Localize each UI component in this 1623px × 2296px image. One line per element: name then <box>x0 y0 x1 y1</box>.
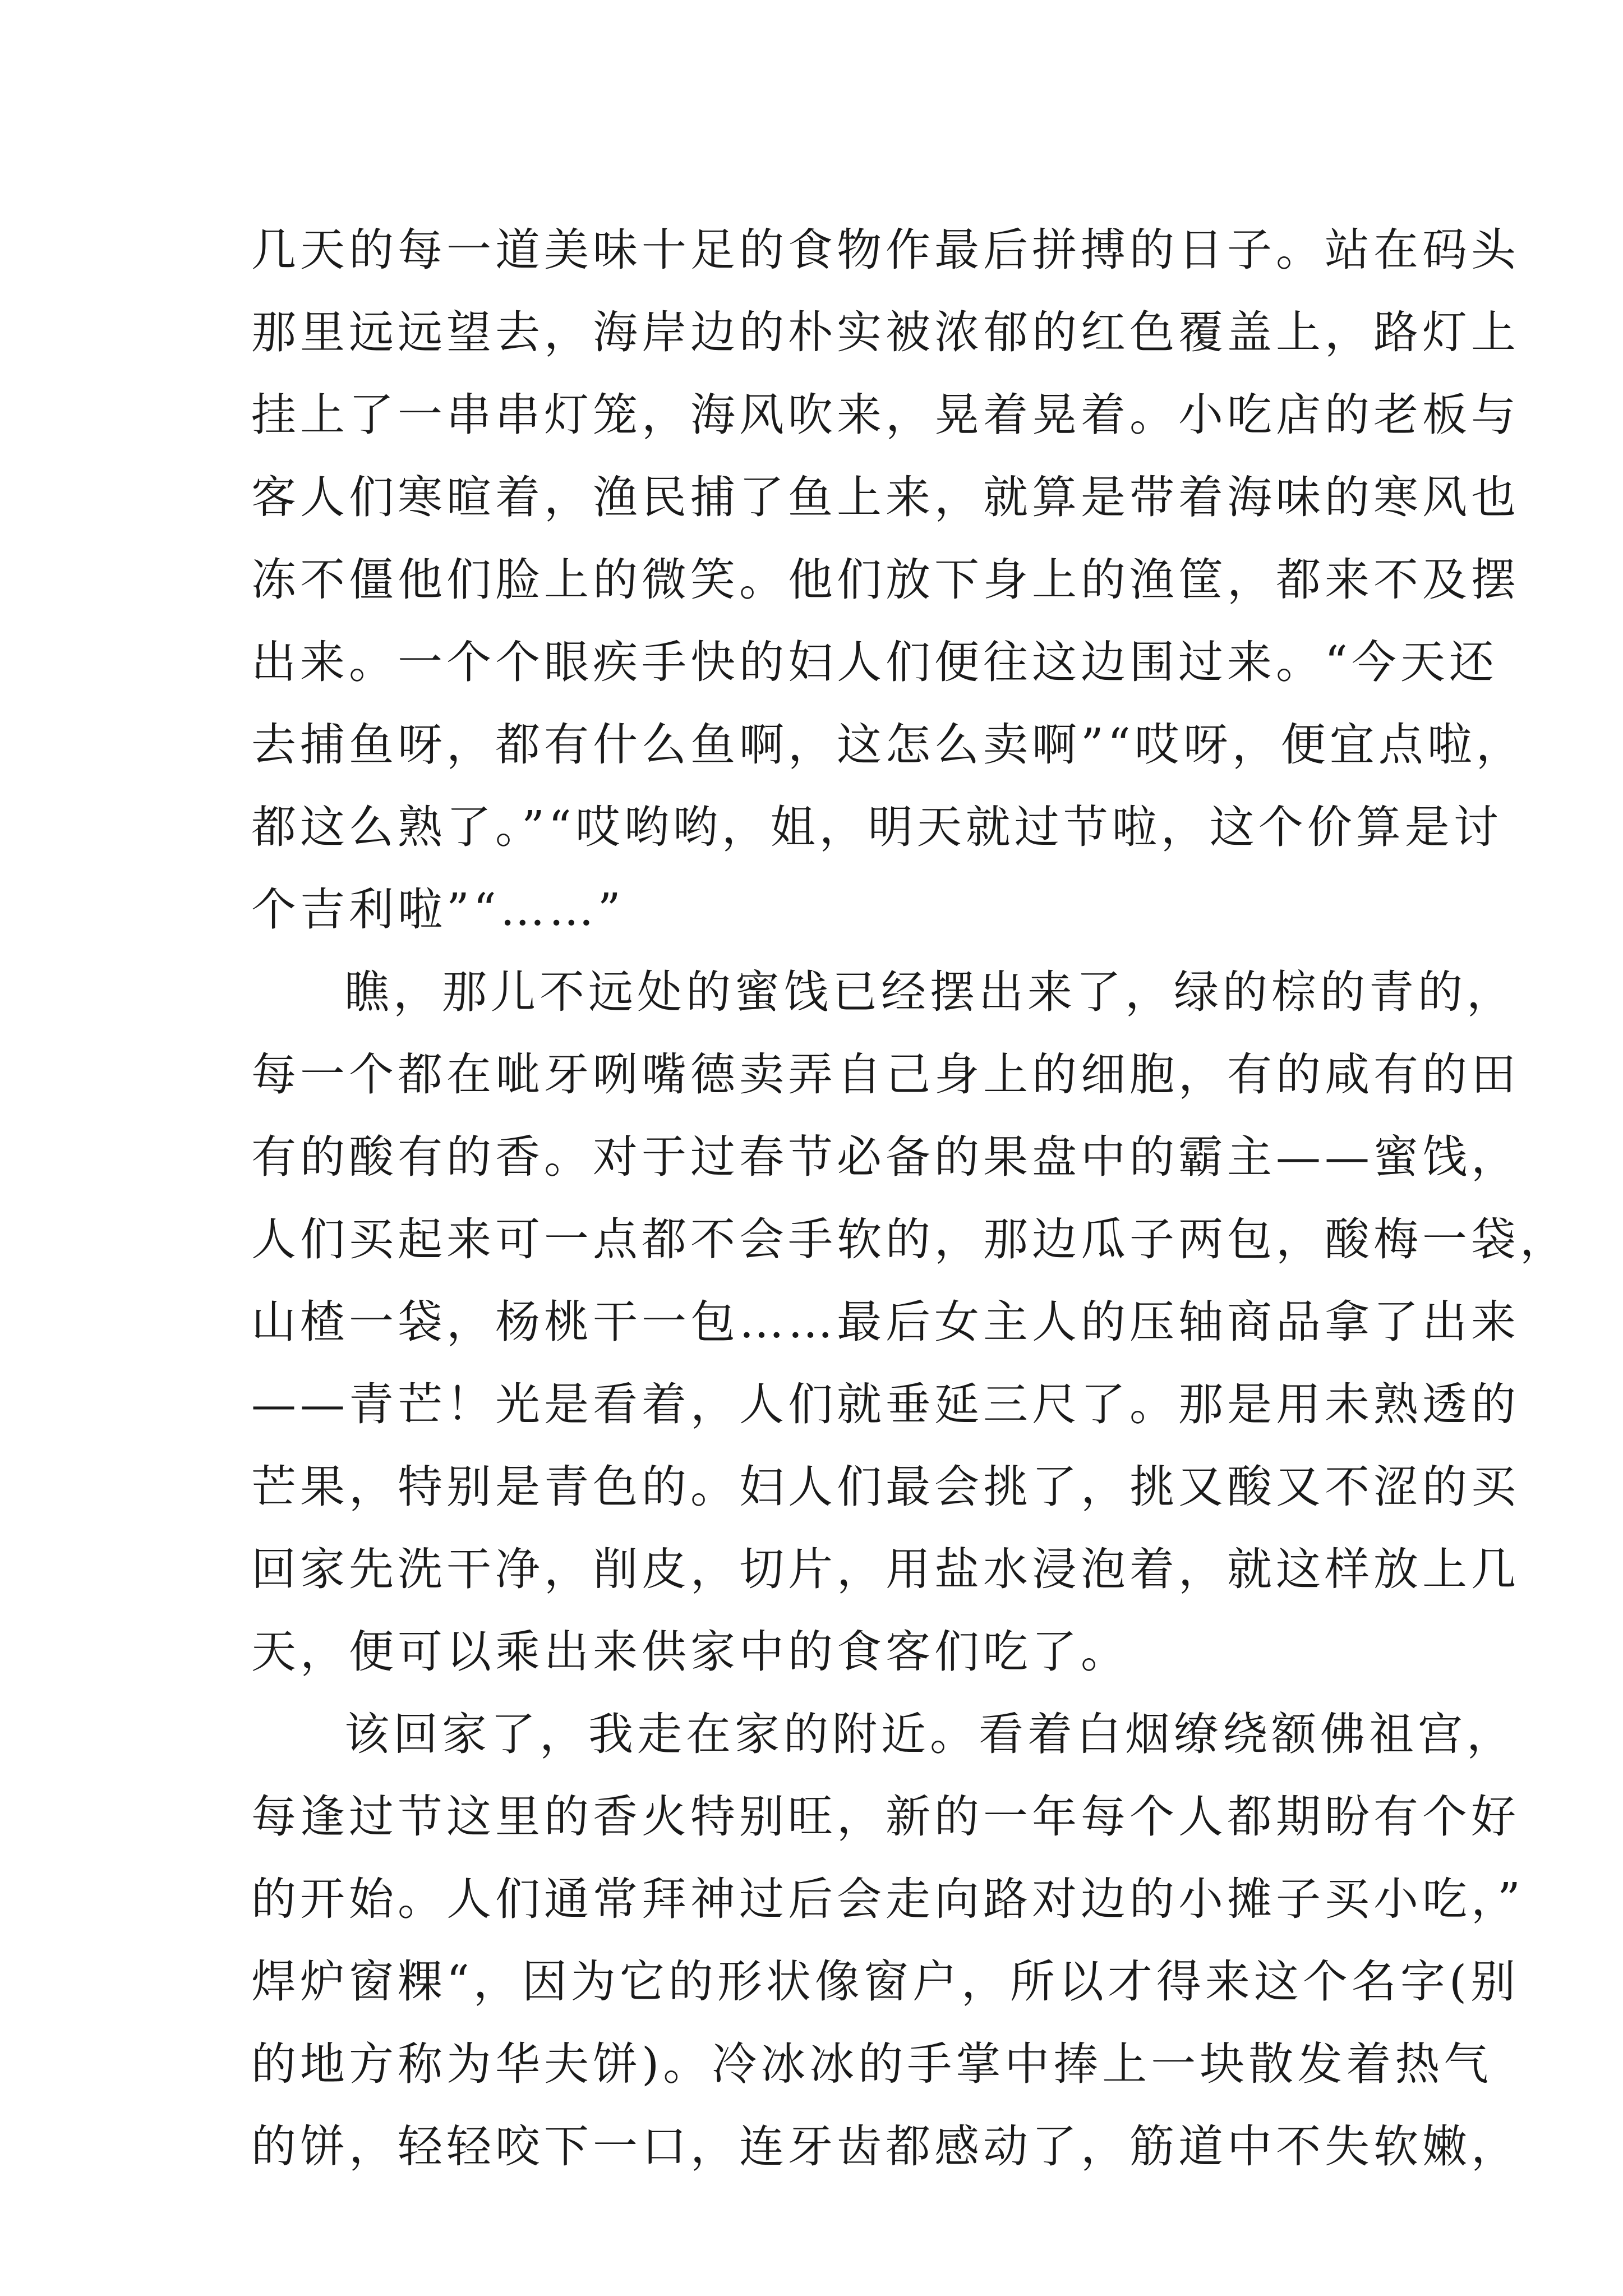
paragraph-2 <box>251 951 1569 1693</box>
text-line: 每逢过节这里的香火特别旺，新的一年每个人都期盼有个好 <box>251 1791 1520 1843</box>
text-line: 该回家了，我走在家的附近。看着白烟缭绕额佛祖宫， <box>344 1708 1515 1760</box>
text-line: 的开始。人们通常拜神过后会走向路对边的小摊子买小吃，” <box>251 1873 1524 1925</box>
text-line: 去捕鱼呀，都有什么鱼啊，这怎么卖啊”“哎呀，便宜点啦， <box>251 719 1525 771</box>
text-line: 山楂一袋，杨桃干一包……最后女主人的压轴商品拿了出来 <box>251 1296 1520 1348</box>
text-line: 客人们寒暄着，渔民捕了鱼上来，就算是带着海味的寒风也 <box>251 471 1520 523</box>
text-line: 焊炉窗粿“，因为它的形状像窗户，所以才得来这个名字(别 <box>251 1955 1520 2008</box>
text-line: 个吉利啦”“……” <box>251 884 625 936</box>
text-line: 天，便可以乘出来供家中的食客们吃了。 <box>251 1626 1129 1678</box>
text-line: 瞧，那儿不远处的蜜饯已经摆出来了，绿的棕的青的， <box>344 966 1515 1018</box>
text-line: 人们买起来可一点都不会手软的，那边瓜子两包，酸梅一袋， <box>251 1213 1569 1266</box>
text-line: 芒果，特别是青色的。妇人们最会挑了，挑又酸又不涩的买 <box>251 1461 1520 1513</box>
text-line: 出来。一个个眼疾手快的妇人们便往这边围过来。“今天还 <box>251 636 1498 688</box>
text-line: 有的酸有的香。对于过春节必备的果盘中的霸主——蜜饯， <box>251 1131 1520 1183</box>
text-line: ——青芒！光是看着，人们就垂延三尺了。那是用未熟透的 <box>251 1378 1520 1430</box>
text-line: 都这么熟了。”“哎哟哟，姐，明天就过节啦，这个价算是讨 <box>251 801 1502 853</box>
text-line: 那里远远望去，海岸边的朴实被浓郁的红色覆盖上，路灯上 <box>251 306 1520 358</box>
text-line: 回家先洗干净，削皮，切片，用盐水浸泡着，就这样放上几 <box>251 1543 1520 1595</box>
text-line: 的饼，轻轻咬下一口，连牙齿都感动了，筋道中不失软嫩， <box>251 2120 1520 2173</box>
text-line: 挂上了一串串灯笼，海风吹来，晃着晃着。小吃店的老板与 <box>251 389 1520 441</box>
paragraph-1 <box>251 209 1525 951</box>
text-line: 冻不僵他们脸上的微笑。他们放下身上的渔筐，都来不及摆 <box>251 554 1520 606</box>
text-line: 每一个都在呲牙咧嘴德卖弄自己身上的细胞，有的咸有的田 <box>251 1048 1520 1101</box>
text-line: 几天的每一道美味十足的食物作最后拼搏的日子。站在码头 <box>251 224 1520 276</box>
text-line: 的地方称为华夫饼)。冷冰冰的手掌中捧上一块散发着热气 <box>251 2038 1493 2090</box>
body-text <box>251 209 1569 2188</box>
paragraph-3 <box>251 1693 1524 2188</box>
